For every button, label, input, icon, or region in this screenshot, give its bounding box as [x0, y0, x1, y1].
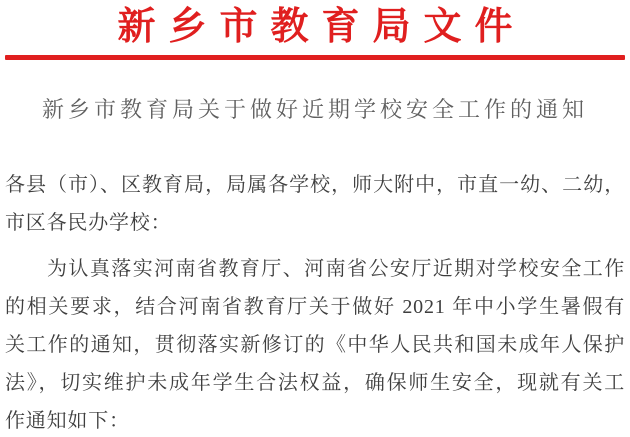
red-divider [5, 55, 625, 60]
body-line: 的相关要求，结合河南省教育厅关于做好 2021 年中小学生暑假有 [5, 296, 625, 318]
salutation-line: 市区各民办学校： [5, 212, 172, 234]
body-line: 为认真落实河南省教育厅、河南省公安厅近期对学校安全工作 [47, 258, 625, 280]
document-title: 新乡市教育局关于做好近期学校安全工作的通知 [41, 97, 588, 122]
body-line: 法》，切实维护未成年学生合法权益，确保师生安全，现就有关工 [5, 372, 625, 394]
letterhead-title: 新乡市教育局文件 [117, 6, 526, 48]
body-line: 作通知如下： [5, 410, 130, 432]
salutation-line: 各县（市）、区教育局，局属各学校，师大附中，市直一幼、二幼， [5, 174, 625, 196]
body-paragraph [5, 250, 625, 437]
letterhead [5, 0, 625, 49]
body-line: 关工作的通知，贯彻落实新修订的《中华人民共和国未成年人保护 [5, 334, 625, 356]
salutation-block [5, 166, 625, 242]
